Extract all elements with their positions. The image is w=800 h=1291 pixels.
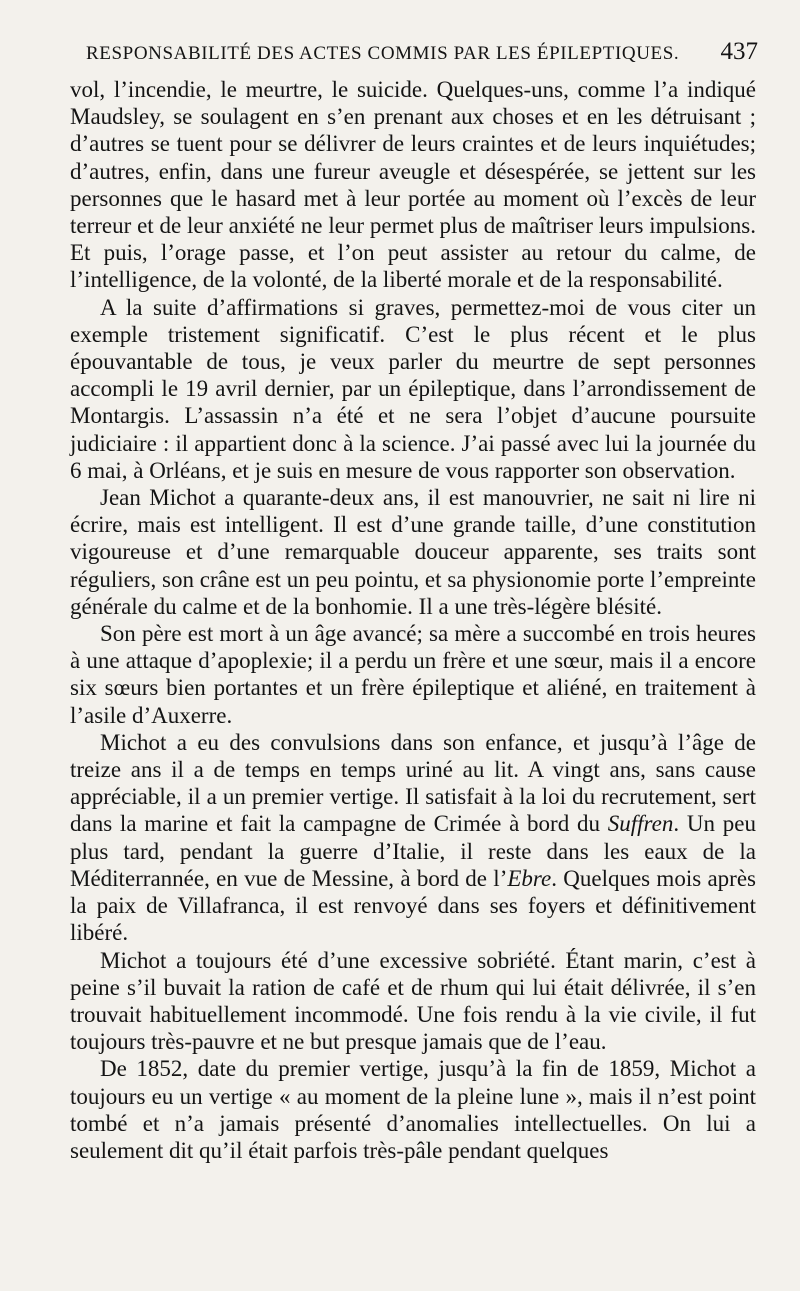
page-number: 437 (720, 38, 758, 65)
paragraph: Jean Michot a quarante-deux ans, il est manouvrier, ne sait ni lire ni écrire, mais est intelligent. Il est d’une grande taille, d’une constitution vigoureuse et d’une remarquable douceur apparente, ses traits sont réguliers, son crâne est un peu pointu, et sa physionomie porte l’empreinte générale du calme et de la bonhomie. Il a une très-légère blésité. (70, 485, 756, 619)
running-title: RESPONSABILITÉ DES ACTES COMMIS PAR LES ÉPILEPTIQUES. (86, 43, 680, 64)
paragraph: vol, l’incendie, le meurtre, le suicide. Quelques-uns, comme l’a indiqué Maudsley, se soulagent en s’en prenant aux choses et en les détruisant ; d’autres se tuent pour se délivrer de leurs craintes et de leurs inquiétudes; d’autres, enfin, dans une fureur aveugle et désespérée, se jettent sur les personnes que le hasard met à leur portée au moment où l’excès de leur terreur et de leur anxiété ne leur permet plus de maîtriser leurs impulsions. Et puis, l’orage passe, et l’on peut assister au retour du calme, de l’intelligence, de la volonté, de la liberté morale et de la responsabilité. (70, 77, 756, 293)
ship-name: Ebre (507, 865, 552, 891)
paragraph-text: Michot a eu des convulsions dans son enfance, et jusqu’à l’âge de treize ans il a de temps en temps uriné au lit. A vingt ans, sans cause appréciable, il a un premier vertige. Il satisfait à la loi du recrutement, sert dans la marine et fait la campagne de Crimée à bord du (70, 729, 756, 837)
paragraph: Michot a toujours été d’une excessive sobriété. Étant marin, c’est à peine s’il buvait la ration de café et de rhum qui lui était délivrée, il s’en trouvait habituellement incommodé. Une fois rendu à la vie civile, il fut toujours très-pauvre et ne but presque jamais que de l’eau. (70, 947, 756, 1055)
paragraph: De 1852, date du premier vertige, jusqu’à la fin de 1859, Michot a toujours eu un vertige « au moment de la pleine lune », mais il n’est point tombé et n’a jamais présenté d’anomalies intellectuelles. On lui a seulement dit qu’il était parfois très-pâle pendant quelques (70, 1056, 756, 1163)
body-text (70, 76, 756, 1164)
paragraph-text: . Un peu plus tard, pendant la guerre d’Italie, il reste dans les eaux de la Méditerrannée, en vue de Messine, à bord de l’ (70, 811, 756, 891)
paragraph (70, 729, 756, 947)
paragraph-text: . Quelques mois après la paix de Villafranca, il est renvoyé dans ses foyers et définitivement libéré. (70, 865, 756, 946)
paragraph: A la suite d’affirmations si graves, permettez-moi de vous citer un exemple tristement significatif. C’est le plus récent et le plus épouvantable de tous, je veux parler du meurtre de sept personnes accompli le 19 avril dernier, par un épileptique, dans l’arrondissement de Montargis. L’assassin n’a été et ne sera l’objet d’aucune poursuite judiciaire : il appartient donc à la science. J’ai passé avec lui la journée du 6 mai, à Orléans, et je suis en mesure de vous rapporter son observation. (70, 294, 756, 483)
paragraph: Son père est mort à un âge avancé; sa mère a succombé en trois heures à une attaque d’apoplexie; il a perdu un frère et une sœur, mais il a encore six sœurs bien portantes et un frère épileptique et aliéné, en traitement à l’asile d’Auxerre. (70, 621, 756, 728)
ship-name: Suffren (607, 811, 674, 837)
page-header (86, 38, 758, 66)
